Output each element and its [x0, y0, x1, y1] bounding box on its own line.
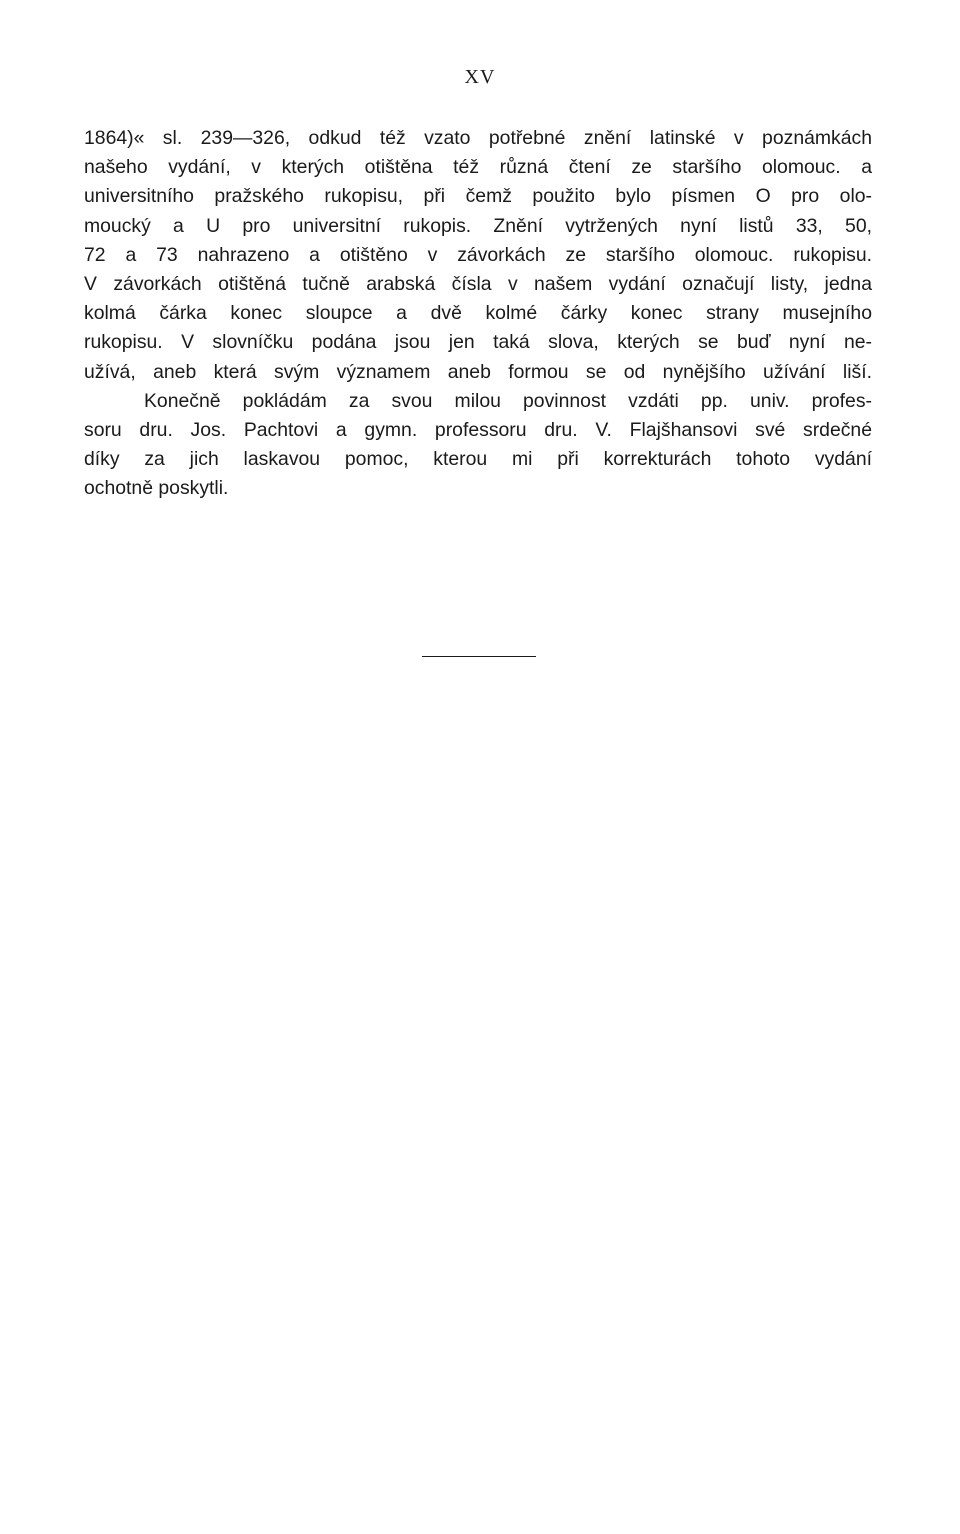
text-line: universitního pražského rukopisu, při čemž použito bylo písmen O pro olo-	[84, 185, 872, 208]
text-line: užívá, aneb která svým významem aneb formou se od nynějšího užívání liší.	[84, 360, 872, 383]
text-line: našeho vydání, v kterých otištěna též různá čtení ze staršího olomouc. a	[84, 156, 872, 179]
text-line: kolmá čárka konec sloupce a dvě kolmé čárky konec strany musejního	[84, 302, 872, 325]
text-line: 72 a 73 nahrazeno a otištěno v závorkách ze staršího olomouc. rukopisu.	[84, 243, 872, 266]
text-line: V závorkách otištěná tučně arabská čísla v našem vydání označují listy, jedna	[84, 272, 872, 295]
paragraph-sources	[84, 124, 872, 387]
section-separator-rule	[422, 656, 536, 657]
body-text	[84, 124, 872, 503]
page-number: XV	[464, 66, 496, 88]
text-line: ochotně poskytli.	[84, 477, 229, 500]
paragraph-acknowledgements	[84, 387, 872, 504]
text-line: díky za jich laskavou pomoc, kterou mi při korrekturách tohoto vydání	[84, 448, 872, 471]
text-line: rukopisu. V slovníčku podána jsou jen taká slova, kterých se buď nyní ne-	[84, 331, 872, 354]
text-line: Konečně pokládám za svou milou povinnost vzdáti pp. univ. profes-	[144, 389, 872, 412]
text-line: 1864)« sl. 239—326, odkud též vzato potřebné znění latinské v poznámkách	[84, 127, 872, 149]
text-line: moucký a U pro universitní rukopis. Znění vytržených nyní listů 33, 50,	[84, 214, 872, 237]
text-line: soru dru. Jos. Pachtovi a gymn. professoru dru. V. Flajšhansovi své srdečné	[84, 418, 872, 441]
